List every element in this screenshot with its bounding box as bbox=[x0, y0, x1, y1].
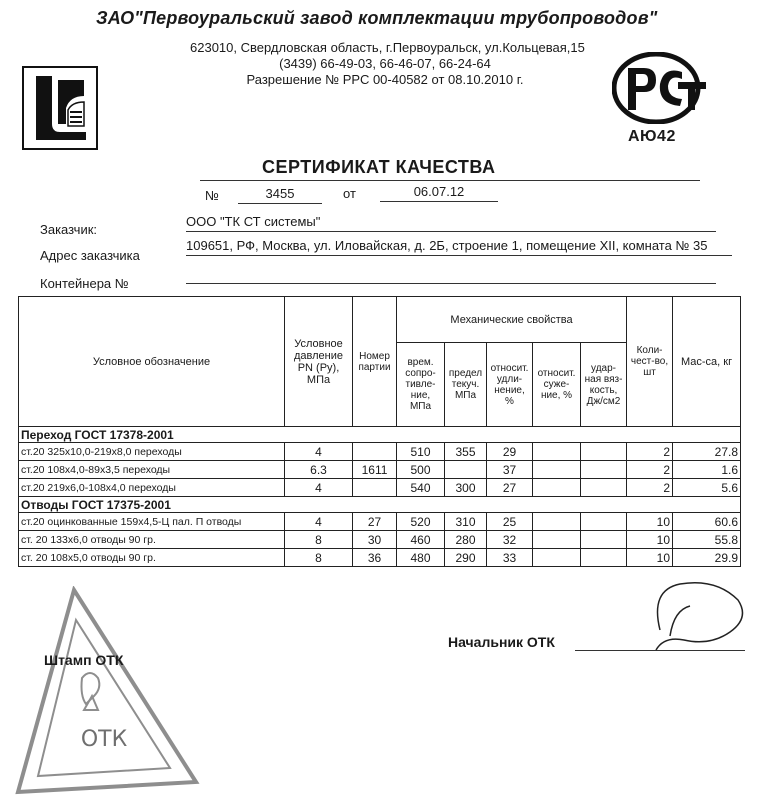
table-row bbox=[19, 479, 741, 497]
company-address: 623010, Свердловская область, г.Первоуральск, ул.Кольцевая,15 bbox=[190, 40, 585, 55]
cell-impact bbox=[581, 443, 627, 461]
otk-stamp-icon bbox=[12, 586, 202, 800]
stamp-label: Штамп ОТК bbox=[44, 652, 124, 668]
cell-narrowing bbox=[533, 513, 581, 531]
company-logo-icon bbox=[22, 66, 98, 150]
chief-otk-label: Начальник ОТК bbox=[448, 634, 555, 650]
cell-pressure: 4 bbox=[285, 479, 353, 497]
cell-pressure: 4 bbox=[285, 513, 353, 531]
cell-narrowing bbox=[533, 479, 581, 497]
header-yield: предел текуч. МПа bbox=[445, 343, 487, 427]
cell-elongation: 29 bbox=[487, 443, 533, 461]
cell-tensile: 540 bbox=[397, 479, 445, 497]
table-row bbox=[19, 461, 741, 479]
cell-name: ст.20 325х10,0-219х8,0 переходы bbox=[19, 443, 285, 461]
rst-code: АЮ42 bbox=[628, 128, 676, 145]
cell-batch bbox=[353, 443, 397, 461]
cell-qty: 2 bbox=[627, 461, 673, 479]
cell-batch: 30 bbox=[353, 531, 397, 549]
container-value bbox=[186, 266, 716, 284]
cell-tensile: 510 bbox=[397, 443, 445, 461]
cell-yield: 355 bbox=[445, 443, 487, 461]
title-underline bbox=[200, 180, 700, 181]
cell-impact bbox=[581, 531, 627, 549]
cell-qty: 10 bbox=[627, 531, 673, 549]
cell-impact bbox=[581, 549, 627, 567]
section-title: Отводы ГОСТ 17375-2001 bbox=[19, 497, 741, 513]
table-row bbox=[19, 443, 741, 461]
cell-yield bbox=[445, 461, 487, 479]
cell-elongation: 37 bbox=[487, 461, 533, 479]
customer-label: Заказчик: bbox=[40, 222, 98, 237]
cell-narrowing bbox=[533, 549, 581, 567]
company-address-block bbox=[190, 40, 585, 88]
cell-impact bbox=[581, 479, 627, 497]
cell-batch: 27 bbox=[353, 513, 397, 531]
cell-elongation: 32 bbox=[487, 531, 533, 549]
cell-impact bbox=[581, 513, 627, 531]
cell-pressure: 6.3 bbox=[285, 461, 353, 479]
customer-value: ООО "ТК СТ системы" bbox=[186, 214, 716, 232]
cell-yield: 300 bbox=[445, 479, 487, 497]
header-tensile: врем. сопро-тивле-ние, МПа bbox=[397, 343, 445, 427]
header-mechanical: Механические свойства bbox=[397, 297, 627, 343]
cell-batch: 1611 bbox=[353, 461, 397, 479]
cell-narrowing bbox=[533, 443, 581, 461]
cell-qty: 10 bbox=[627, 513, 673, 531]
cell-batch bbox=[353, 479, 397, 497]
header-impact: удар-ная вяз-кость, Дж/см2 bbox=[581, 343, 627, 427]
signature-icon bbox=[620, 570, 760, 670]
header-pressure: Условное давление PN (Ру), МПа bbox=[285, 297, 353, 427]
cell-tensile: 520 bbox=[397, 513, 445, 531]
cell-name: ст.20 оцинкованные 159х4,5-Ц пал. П отводы bbox=[19, 513, 285, 531]
cell-mass: 1.6 bbox=[673, 461, 741, 479]
cell-name: ст.20 108х4,0-89х3,5 переходы bbox=[19, 461, 285, 479]
header-row-top bbox=[19, 297, 741, 343]
cell-pressure: 4 bbox=[285, 443, 353, 461]
header-elongation: относит. удли-нение, % bbox=[487, 343, 533, 427]
otk-stamp-text: ОТК bbox=[80, 727, 128, 752]
section-row bbox=[19, 497, 741, 513]
cell-pressure: 8 bbox=[285, 549, 353, 567]
container-label: Контейнера № bbox=[40, 276, 129, 291]
customer-address-value: 109651, РФ, Москва, ул. Иловайская, д. 2Б, строение 1, помещение XII, комната № 35 bbox=[186, 238, 732, 256]
header-batch: Номер партии bbox=[353, 297, 397, 427]
certificate-date: 06.07.12 bbox=[380, 184, 498, 202]
cell-qty: 2 bbox=[627, 443, 673, 461]
cell-mass: 60.6 bbox=[673, 513, 741, 531]
cell-name: ст. 20 133х6,0 отводы 90 гр. bbox=[19, 531, 285, 549]
cell-mass: 27.8 bbox=[673, 443, 741, 461]
section-row bbox=[19, 427, 741, 443]
table-row bbox=[19, 513, 741, 531]
cell-name: ст. 20 108х5,0 отводы 90 гр. bbox=[19, 549, 285, 567]
cell-tensile: 460 bbox=[397, 531, 445, 549]
cell-tensile: 500 bbox=[397, 461, 445, 479]
table-row bbox=[19, 549, 741, 567]
cell-batch: 36 bbox=[353, 549, 397, 567]
cell-mass: 55.8 bbox=[673, 531, 741, 549]
cell-yield: 310 bbox=[445, 513, 487, 531]
cell-elongation: 27 bbox=[487, 479, 533, 497]
header-quantity: Коли-чест-во, шт bbox=[627, 297, 673, 427]
company-name: ЗАО"Первоуральский завод комплектации трубопроводов" bbox=[96, 8, 658, 28]
company-permit: Разрешение № РРС 00-40582 от 08.10.2010 г. bbox=[246, 72, 524, 87]
certificate-number: 3455 bbox=[238, 186, 322, 204]
section-title: Переход ГОСТ 17378-2001 bbox=[19, 427, 741, 443]
certificate-number-label: № bbox=[205, 188, 219, 203]
header-mass: Мас-са, кг bbox=[673, 297, 741, 427]
cell-pressure: 8 bbox=[285, 531, 353, 549]
cell-elongation: 33 bbox=[487, 549, 533, 567]
quality-table bbox=[18, 296, 741, 567]
table-row bbox=[19, 531, 741, 549]
header-designation: Условное обозначение bbox=[19, 297, 285, 427]
cell-elongation: 25 bbox=[487, 513, 533, 531]
cell-narrowing bbox=[533, 461, 581, 479]
certificate-date-label: от bbox=[343, 186, 356, 201]
rst-certification-icon bbox=[612, 52, 708, 124]
cell-tensile: 480 bbox=[397, 549, 445, 567]
cell-mass: 5.6 bbox=[673, 479, 741, 497]
cell-mass: 29.9 bbox=[673, 549, 741, 567]
cell-yield: 290 bbox=[445, 549, 487, 567]
company-phones: (3439) 66-49-03, 66-46-07, 66-24-64 bbox=[279, 56, 491, 71]
certificate-title: СЕРТИФИКАТ КАЧЕСТВА bbox=[262, 157, 496, 177]
cell-name: ст.20 219х6,0-108х4,0 переходы bbox=[19, 479, 285, 497]
cell-qty: 2 bbox=[627, 479, 673, 497]
cell-impact bbox=[581, 461, 627, 479]
cell-yield: 280 bbox=[445, 531, 487, 549]
cell-qty: 10 bbox=[627, 549, 673, 567]
header-narrowing: относит. суже-ние, % bbox=[533, 343, 581, 427]
cell-narrowing bbox=[533, 531, 581, 549]
customer-address-label: Адрес заказчика bbox=[40, 248, 140, 263]
